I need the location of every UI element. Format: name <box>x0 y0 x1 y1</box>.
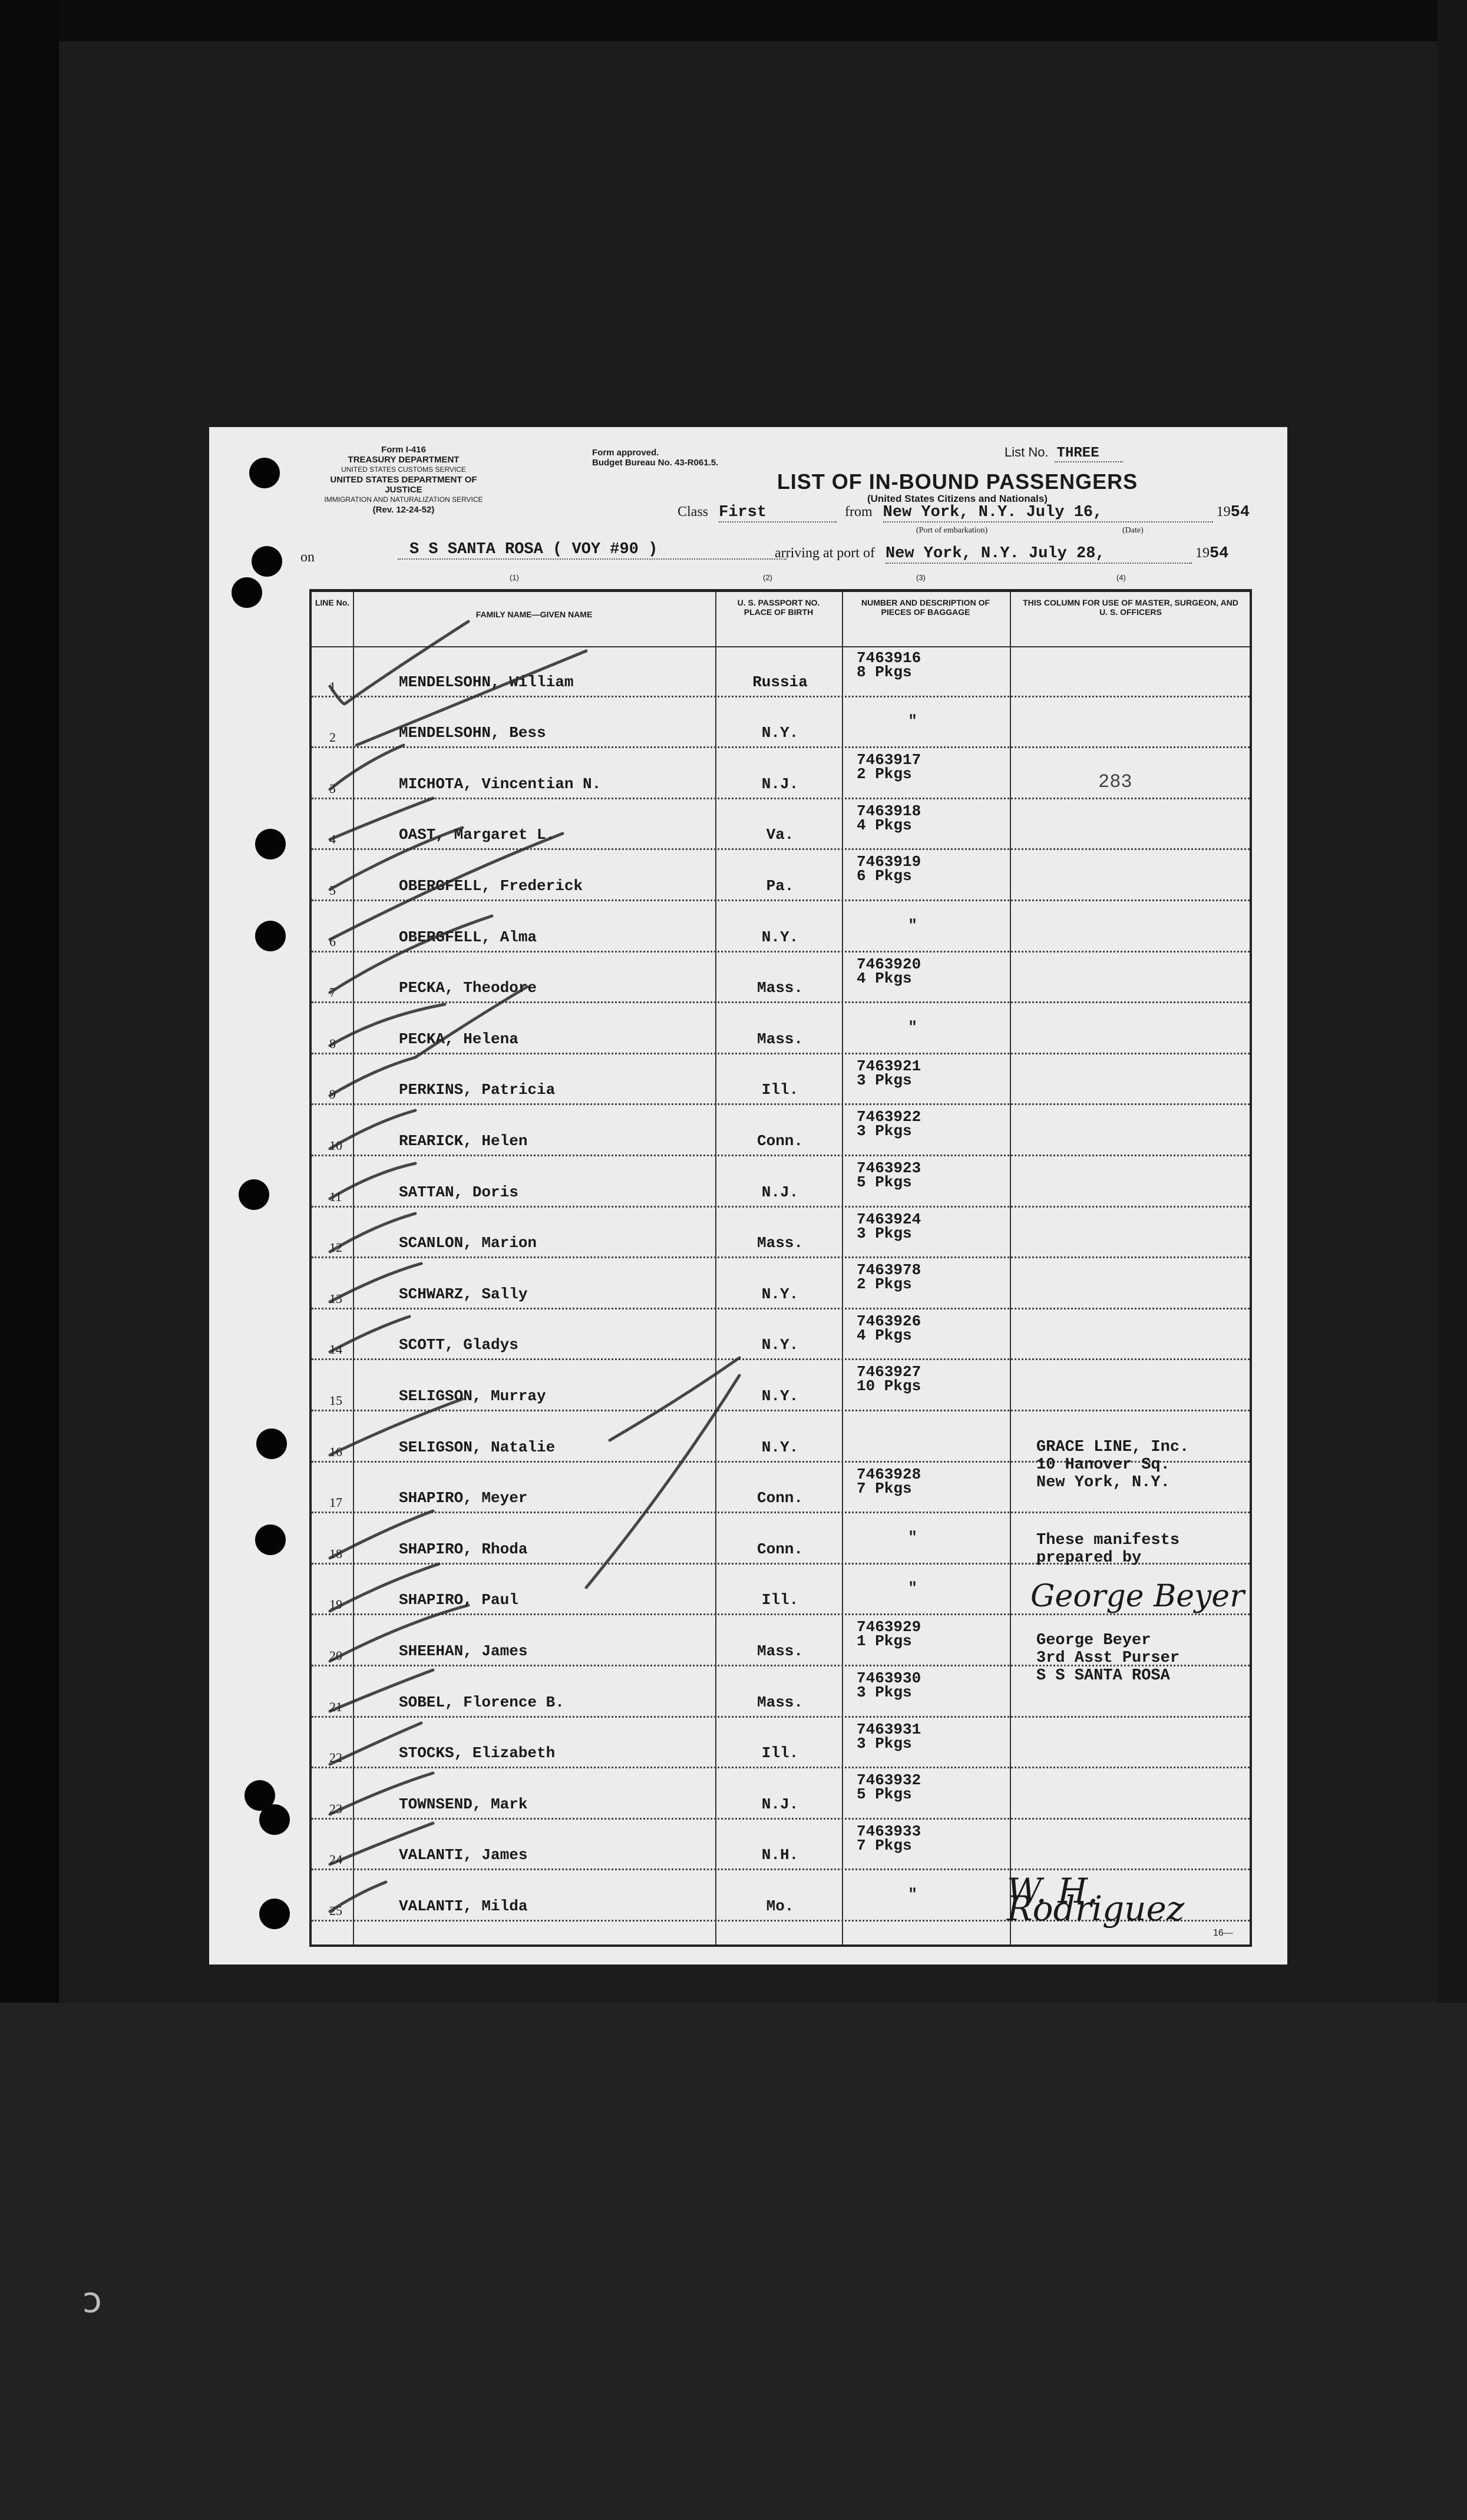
passenger-name: PECKA, Theodore <box>399 979 537 997</box>
place-of-birth: N.Y. <box>761 724 799 742</box>
baggage-description: 10 Pkgs <box>857 1377 921 1395</box>
year-prefix: 19 <box>1195 545 1210 561</box>
line-number: 1 <box>329 679 336 694</box>
treasury-dept: TREASURY DEPARTMENT <box>348 455 460 465</box>
check-mark <box>330 1882 386 1912</box>
check-mark <box>610 1358 739 1440</box>
list-no-label: List No. <box>1005 445 1049 459</box>
check-mark <box>330 1110 415 1149</box>
passenger-name: SCHWARZ, Sally <box>399 1285 528 1303</box>
place-of-birth: Va. <box>766 826 794 844</box>
passenger-name: SCOTT, Gladys <box>399 1336 518 1354</box>
baggage-description: 3 Pkgs <box>857 1684 912 1701</box>
line-number: 18 <box>329 1546 342 1561</box>
check-mark <box>330 1057 415 1096</box>
baggage-description: 3 Pkgs <box>857 1224 912 1242</box>
page-title: LIST OF IN-BOUND PASSENGERS <box>777 469 1138 494</box>
baggage-number: 7463978 <box>857 1261 921 1279</box>
date-label: (Date) <box>1122 526 1144 535</box>
place-of-birth: Ill. <box>761 1591 799 1609</box>
purser-name: George Beyer <box>1036 1632 1151 1649</box>
baggage-number: 7463923 <box>857 1159 921 1177</box>
line-number: 4 <box>329 832 336 847</box>
vessel-name: S S SANTA ROSA ( VOY #90 ) <box>409 541 658 558</box>
manifest-page <box>209 427 1287 1965</box>
grace-line-name: GRACE LINE, Inc. <box>1036 1438 1190 1456</box>
check-mark <box>330 745 404 789</box>
baggage-number: 7463918 <box>857 802 921 820</box>
passenger-name: SATTAN, Doris <box>399 1183 518 1201</box>
baggage-number: 7463922 <box>857 1108 921 1126</box>
place-of-birth: Mass. <box>756 1030 803 1048</box>
film-border-top <box>0 0 1467 41</box>
ditto-mark: " <box>908 1579 917 1598</box>
line-number: 11 <box>329 1189 342 1204</box>
check-mark <box>330 1163 415 1199</box>
budget-number: Budget Bureau No. 43-R061.5. <box>592 458 719 468</box>
check-mark <box>330 1004 445 1046</box>
line-number: 12 <box>329 1240 342 1255</box>
baggage-description: 5 Pkgs <box>857 1785 912 1804</box>
baggage-description: 2 Pkgs <box>857 765 912 783</box>
baggage-description: 3 Pkgs <box>857 1734 912 1752</box>
passenger-name: MICHOTA, Vincentian N. <box>399 775 602 793</box>
line-number: 20 <box>329 1648 342 1663</box>
baggage-description: 3 Pkgs <box>857 1071 912 1089</box>
place-of-birth: N.Y. <box>761 1438 799 1456</box>
baggage-description: 7 Pkgs <box>857 1836 912 1854</box>
passenger-name: MENDELSOHN, Bess <box>399 724 546 742</box>
col-header-baggage: NUMBER AND DESCRIPTION OF PIECES OF BAGGAGE <box>861 598 990 617</box>
passenger-name: MENDELSOHN, William <box>399 673 574 691</box>
form-number: Form I-416 <box>381 445 426 455</box>
port-embarkation-label: (Port of embarkation) <box>916 526 988 535</box>
check-mark <box>330 1823 433 1864</box>
line-number: 21 <box>329 1699 342 1714</box>
passenger-name: PECKA, Helena <box>399 1030 518 1048</box>
passenger-name: SHEEHAN, James <box>399 1642 528 1660</box>
line-number: 14 <box>329 1342 342 1357</box>
line-number: 22 <box>329 1750 342 1765</box>
film-border-bottom <box>0 2003 1467 2520</box>
pencil-check-marks <box>209 427 1287 1965</box>
baggage-description: 4 Pkgs <box>857 969 912 987</box>
baggage-description: 1 Pkgs <box>857 1632 912 1651</box>
on-label: on <box>300 550 315 565</box>
col-header-name: FAMILY NAME—GIVEN NAME <box>475 610 593 619</box>
place-of-birth: Conn. <box>756 1132 803 1150</box>
check-mark <box>330 1723 421 1764</box>
check-mark <box>415 987 527 1057</box>
line-number: 3 <box>329 781 336 796</box>
passenger-name: OBERGFELL, Alma <box>399 928 537 946</box>
ditto-mark: " <box>908 916 917 934</box>
place-of-birth: N.Y. <box>761 1336 799 1354</box>
grace-line-city: New York, N.Y. <box>1036 1474 1170 1492</box>
line-number: 6 <box>329 934 336 949</box>
baggage-description: 4 Pkgs <box>857 816 912 834</box>
year-arrival: 54 <box>1209 545 1229 563</box>
place-of-birth: Mass. <box>756 1642 803 1660</box>
passenger-name: SHAPIRO, Rhoda <box>399 1540 528 1558</box>
baggage-number: 7463919 <box>857 853 921 871</box>
place-of-birth: Conn. <box>756 1489 803 1507</box>
check-mark <box>330 621 468 704</box>
class-value: First <box>719 504 767 521</box>
baggage-number: 7463931 <box>857 1720 921 1738</box>
baggage-description: 8 Pkgs <box>857 663 912 681</box>
from-label: from <box>845 504 873 520</box>
place-of-birth: N.H. <box>761 1846 799 1864</box>
place-of-birth: Pa. <box>766 877 794 895</box>
passenger-name: OBERGFELL, Frederick <box>399 877 583 895</box>
ditto-mark: " <box>908 1018 917 1036</box>
baggage-number: 7463920 <box>857 955 921 973</box>
check-mark <box>330 834 563 940</box>
column-number-2: (2) <box>763 573 772 582</box>
line-number: 7 <box>329 985 336 1000</box>
arrival-value: New York, N.Y. July 28, <box>885 545 1105 563</box>
line-number: 17 <box>329 1495 342 1510</box>
passenger-name: SHAPIRO, Paul <box>399 1591 518 1609</box>
baggage-description: 7 Pkgs <box>857 1479 912 1497</box>
place-of-birth: Mass. <box>756 1693 803 1711</box>
baggage-number: 7463928 <box>857 1465 921 1483</box>
passenger-name: SHAPIRO, Meyer <box>399 1489 528 1507</box>
check-mark <box>330 1605 468 1661</box>
place-of-birth: Ill. <box>761 1744 799 1762</box>
place-of-birth: N.Y. <box>761 928 799 946</box>
line-number: 23 <box>329 1801 342 1816</box>
grace-line-street: 10 Hanover Sq. <box>1036 1456 1170 1474</box>
purser-title: 3rd Asst Purser <box>1036 1649 1180 1667</box>
place-of-birth: N.J. <box>761 775 799 793</box>
place-of-birth: Conn. <box>756 1540 803 1558</box>
line-number: 2 <box>329 730 336 745</box>
class-label: Class <box>678 504 709 520</box>
place-of-birth: N.Y. <box>761 1387 799 1405</box>
passenger-name: OAST, Margaret L. <box>399 826 556 844</box>
ins-service: IMMIGRATION AND NATURALIZATION SERVICE <box>324 495 483 504</box>
baggage-description: 2 Pkgs <box>857 1275 912 1294</box>
check-mark <box>330 1564 439 1611</box>
check-mark <box>356 651 586 745</box>
baggage-number: 7463916 <box>857 649 921 667</box>
column-number-3: (3) <box>916 573 926 582</box>
place-of-birth: N.J. <box>761 1795 799 1813</box>
manifest-note-line1: These manifests <box>1036 1532 1180 1549</box>
arriving-label: arriving at port of <box>775 545 875 561</box>
check-mark <box>330 1213 415 1252</box>
year-prefix: 19 <box>1216 504 1231 520</box>
baggage-number: 7463927 <box>857 1363 921 1381</box>
line-number: 10 <box>329 1137 342 1153</box>
place-of-birth: Mo. <box>766 1897 794 1915</box>
check-mark <box>330 798 433 839</box>
place-of-birth: N.J. <box>761 1183 799 1201</box>
line-number: 16 <box>329 1444 342 1459</box>
baggage-number: 7463921 <box>857 1057 921 1075</box>
passenger-name: SOBEL, Florence B. <box>399 1693 564 1711</box>
line-number: 13 <box>329 1291 342 1306</box>
baggage-number: 7463926 <box>857 1312 921 1330</box>
baggage-description: 6 Pkgs <box>857 867 912 885</box>
bottom-signature: W. H. Rodriguez <box>1007 1871 1185 1929</box>
passenger-name: PERKINS, Patricia <box>399 1081 556 1099</box>
revision: (Rev. 12-24-52) <box>372 505 435 515</box>
baggage-number: 7463930 <box>857 1669 921 1687</box>
place-of-birth: N.Y. <box>761 1285 799 1303</box>
passenger-name: VALANTI, James <box>399 1846 528 1864</box>
check-mark <box>330 1773 433 1814</box>
handwritten-signature: George Beyer <box>1030 1579 1245 1614</box>
passenger-name: SCANLON, Marion <box>399 1234 537 1252</box>
customs-service: UNITED STATES CUSTOMS SERVICE <box>341 465 466 474</box>
column-number-4: (4) <box>1116 573 1126 582</box>
ditto-mark: " <box>908 712 917 730</box>
passenger-name: STOCKS, Elizabeth <box>399 1744 556 1762</box>
line-number: 15 <box>329 1393 342 1408</box>
baggage-number: 7463917 <box>857 751 921 769</box>
baggage-number: 7463933 <box>857 1822 921 1840</box>
bottom-code: 16— <box>1213 1928 1233 1938</box>
check-mark <box>330 828 462 889</box>
col-header-line-no: LINE No. <box>315 598 350 607</box>
check-mark <box>330 1511 433 1558</box>
film-mark: ↄ <box>82 2280 102 2321</box>
baggage-description: 3 Pkgs <box>857 1122 912 1140</box>
passenger-name: SELIGSON, Natalie <box>399 1438 556 1456</box>
check-mark <box>330 1264 421 1302</box>
ditto-mark: " <box>908 1528 917 1546</box>
baggage-number: 7463929 <box>857 1618 921 1636</box>
approved-text: Form approved. <box>592 448 659 458</box>
baggage-number: 7463924 <box>857 1210 921 1228</box>
passenger-name: VALANTI, Milda <box>399 1897 528 1915</box>
check-mark <box>330 1317 409 1352</box>
passenger-name: SELIGSON, Murray <box>399 1387 546 1405</box>
place-of-birth: Ill. <box>761 1081 799 1099</box>
manifest-note-line2: prepared by <box>1036 1549 1142 1567</box>
line-number: 9 <box>329 1087 336 1102</box>
place-of-birth: Russia <box>752 673 808 691</box>
page-subtitle: (United States Citizens and Nationals) <box>867 493 1048 504</box>
justice-dept: UNITED STATES DEPARTMENT OF JUSTICE <box>330 475 477 495</box>
passenger-name: TOWNSEND, Mark <box>399 1795 528 1813</box>
check-mark <box>330 1399 462 1455</box>
check-mark <box>330 1670 433 1711</box>
place-of-birth: Mass. <box>756 979 803 997</box>
line-number: 25 <box>329 1903 342 1918</box>
baggage-description: 4 Pkgs <box>857 1326 912 1344</box>
officer-note-number: 283 <box>1098 771 1132 793</box>
passenger-name: REARICK, Helen <box>399 1132 528 1150</box>
line-number: 5 <box>329 882 336 898</box>
baggage-description: 5 Pkgs <box>857 1173 912 1191</box>
list-no-value: THREE <box>1055 445 1123 462</box>
purser-vessel: S S SANTA ROSA <box>1036 1667 1170 1685</box>
column-number-1: (1) <box>510 573 519 582</box>
line-number: 24 <box>329 1852 342 1867</box>
line-number: 19 <box>329 1597 342 1612</box>
col-header-officers: THIS COLUMN FOR USE OF MASTER, SURGEON, AND U. S. OFFICERS <box>1023 598 1238 617</box>
place-of-birth: Mass. <box>756 1234 803 1252</box>
line-number: 8 <box>329 1036 336 1051</box>
year-from: 54 <box>1230 504 1250 521</box>
from-value: New York, N.Y. July 16, <box>883 504 1103 521</box>
baggage-number: 7463932 <box>857 1771 921 1790</box>
col-header-passport: U. S. PASSPORT NO. PLACE OF BIRTH <box>737 598 820 617</box>
ditto-mark: " <box>908 1885 917 1903</box>
